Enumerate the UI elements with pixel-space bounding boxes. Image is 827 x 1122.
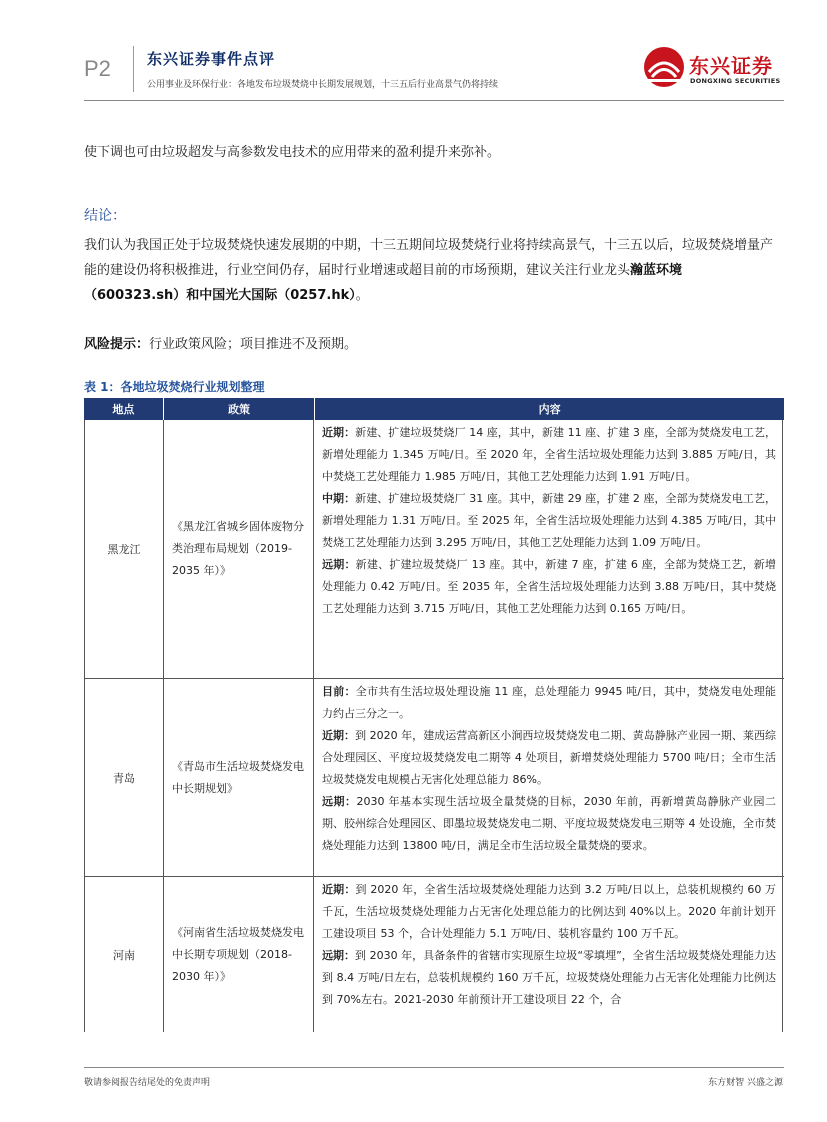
report-type: 东兴证券事件点评 xyxy=(147,50,276,68)
plan-item-text: 到 2020 年，建成运营高新区小涧西垃圾焚烧发电二期、黄岛静脉产业园一期、莱西综合处理园区、平度垃圾焚烧发电二期等 4 处项目，新增焚烧处理能力 5700 吨/日；全市生活垃圾焚烧发电规模占无害化处理总能力 86%。 xyxy=(322,729,776,786)
plan-item-label: 目前： xyxy=(322,685,356,698)
risk-label: 风险提示： xyxy=(84,337,150,352)
conclusion-end: 。 xyxy=(355,288,369,303)
plan-item xyxy=(322,422,776,488)
report-subtitle: 公用事业及环保行业：各地发布垃圾焚烧中长期发展规划，十三五后行业高景气仍将持续 xyxy=(147,80,499,90)
plan-item-text: 到 2030 年，具备条件的省辖市实现原生垃圾“零填埋”，全省生活垃圾焚烧处理能力达到 8.4 万吨/日左右，总装机规模约 160 万千瓦，垃圾焚烧处理能力占无害化处理能力比例达到 70%左右。2021-2030 年前预计开工建设项目 22 个，合 xyxy=(322,949,776,1006)
dongxing-logo xyxy=(643,46,783,90)
table-title: 表 1：各地垃圾焚烧行业规划整理 xyxy=(84,380,265,394)
plan-item-label: 远期： xyxy=(322,558,356,571)
conclusion-paragraph xyxy=(84,233,774,308)
conclusion-heading: 结论： xyxy=(84,208,126,224)
conclusion-text: 我们认为我国正处于垃圾焚烧快速发展期的中期，十三五期间垃圾焚烧行业将持续高景气，十三五以后，垃圾焚烧增量产能的建设仍将积极推进，行业空间仍存，届时行业增速或超目前的市场预期，建议关注行业龙头 xyxy=(84,238,774,278)
header-divider xyxy=(133,46,134,92)
logo-english-name: DONGXING SECURITIES xyxy=(690,77,781,85)
plan-item-text: 到 2020 年，全省生活垃圾焚烧处理能力达到 3.2 万吨/日以上，总装机规模约 60 万千瓦，生活垃圾焚烧处理能力占无害化处理总能力的比例达到 40%以上。2020 年前计划开工建设项目 53 个，合计处理能力 5.1 万吨/日、装机容量约 100 万千瓦。 xyxy=(322,883,777,940)
plan-item-text: 新建、扩建垃圾焚烧厂 13 座。其中，新建 7 座，扩建 6 座，全部为焚烧工艺，新增处理能力 0.42 万吨/日。至 2035 年，全省生活垃圾处理能力达到 3.88 万吨/日，其中焚烧工艺处理能力达到 3.715 万吨/日，其他工艺处理能力达到 0.165 万吨/日。 xyxy=(322,558,776,615)
intro-paragraph: 使下调也可由垃圾超发与高参数发电技术的应用带来的盈利提升来弥补。 xyxy=(84,145,501,160)
plan-item xyxy=(322,879,776,945)
row-policy: 《黑龙江省城乡固体废物分类治理布局规划（2019-2035 年）》 xyxy=(164,420,314,678)
footer-disclaimer: 敬请参阅报告结尾处的免责声明 xyxy=(84,1078,211,1088)
plan-item-text: 2030 年基本实现生活垃圾全量焚烧的目标，2030 年前，再新增黄岛静脉产业园二期、胶州综合处理园区、即墨垃圾焚烧发电二期、平度垃圾焚烧发电三期等 4 处设施，全市焚烧处理能力达到 13800 吨/日，满足全市生活垃圾全量焚烧的要求。 xyxy=(322,795,777,852)
row-location: 黑龙江 xyxy=(84,420,164,678)
stock-recommendation: 瀚蓝环境（600323.sh）和中国光大国际（0257.hk） xyxy=(84,263,683,303)
plan-item-label: 近期： xyxy=(322,883,356,896)
plan-item-text: 新建、扩建垃圾焚烧厂 31 座。其中，新建 29 座，扩建 2 座，全部为焚烧发电工艺，新增处理能力 1.31 万吨/日。至 2025 年，全省生活垃圾处理能力达到 4.385 万吨/日，其中焚烧工艺处理能力达到 3.295 万吨/日，其他工艺处理能力达到 1.09 万吨/日。 xyxy=(322,492,776,549)
row-content xyxy=(314,679,783,876)
plan-item-text: 新建、扩建垃圾焚烧厂 14 座，其中，新建 11 座、扩建 3 座，全部为焚烧发电工艺，新增处理能力 1.345 万吨/日。至 2020 年，全省生活垃圾处理能力达到 3.885 万吨/日，其中焚烧工艺处理能力 1.985 万吨/日，其他工艺处理能力达到 1.91 万吨/日。 xyxy=(322,426,776,483)
row-policy: 《河南省生活垃圾焚烧发电中长期专项规划（2018-2030 年）》 xyxy=(164,877,314,1032)
plan-item xyxy=(322,554,776,620)
plan-item-label: 远期： xyxy=(322,949,356,962)
footer-slogan: 东方财智 兴盛之源 xyxy=(708,1078,783,1088)
row-location: 河南 xyxy=(84,877,164,1032)
row-content xyxy=(314,877,783,1032)
column-header-content: 内容 xyxy=(538,403,561,416)
risk-text: 行业政策风险；项目推进不及预期。 xyxy=(149,337,358,352)
plan-item-text: 全市共有生活垃圾处理设施 11 座，总处理能力 9945 吨/日，其中，焚烧发电处理能力约占三分之一。 xyxy=(322,685,776,720)
planning-table xyxy=(84,398,784,1032)
table-row xyxy=(84,877,784,1032)
table-row xyxy=(84,679,784,877)
plan-item-label: 近期： xyxy=(322,729,356,742)
risk-paragraph xyxy=(84,332,774,357)
column-header-location: 地点 xyxy=(84,398,164,420)
row-content xyxy=(314,420,783,678)
row-location: 青岛 xyxy=(84,679,164,876)
row-policy: 《青岛市生活垃圾焚烧发电中长期规划》 xyxy=(164,679,314,876)
table-header-row xyxy=(84,398,784,420)
plan-item-label: 远期： xyxy=(322,795,357,808)
plan-item xyxy=(322,791,776,857)
plan-item-label: 近期： xyxy=(322,426,356,439)
table-row xyxy=(84,420,784,679)
footer-rule xyxy=(84,1067,784,1068)
logo-chinese-name: 东兴证券 xyxy=(689,54,773,78)
header-rule xyxy=(84,100,784,101)
page-number: P2 xyxy=(84,56,111,81)
plan-item-label: 中期： xyxy=(322,492,356,505)
plan-item xyxy=(322,488,776,554)
plan-item xyxy=(322,725,776,791)
plan-item xyxy=(322,681,776,725)
column-header-policy: 政策 xyxy=(164,398,316,420)
dongxing-logo-emblem-icon xyxy=(643,46,685,88)
plan-item xyxy=(322,945,776,1011)
